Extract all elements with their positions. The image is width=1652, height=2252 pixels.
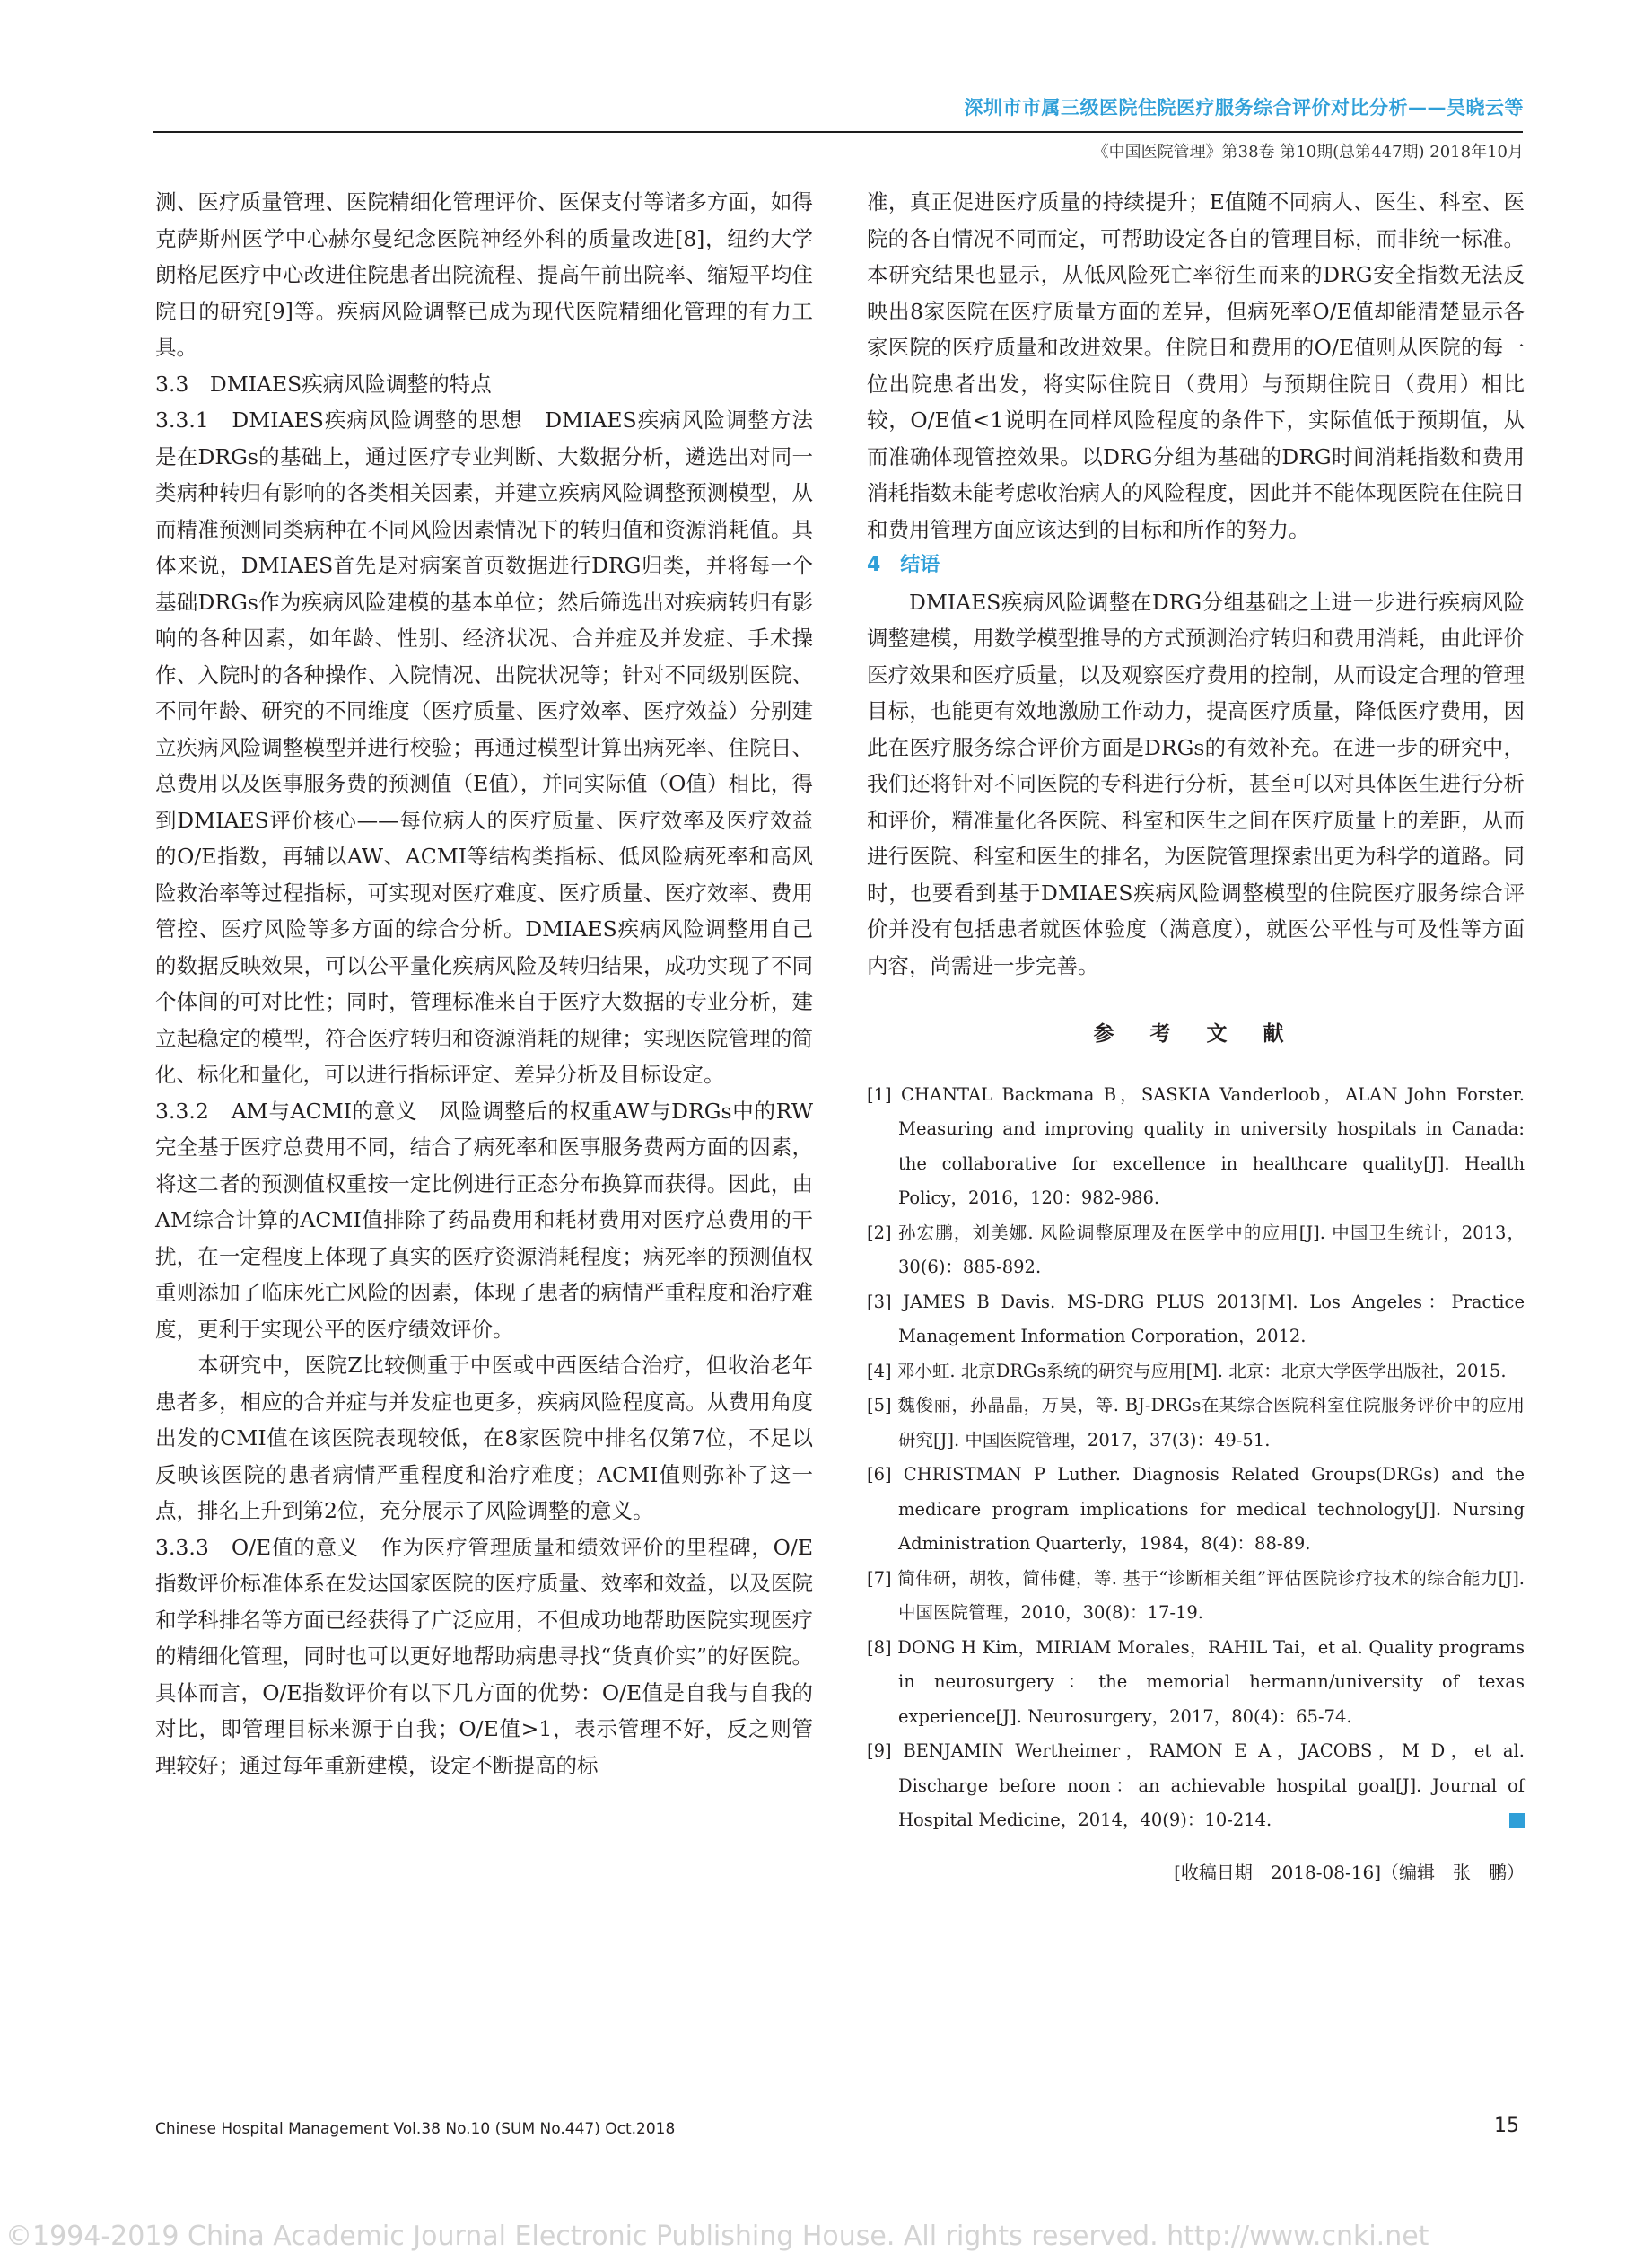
body-paragraph: 3.3.3 O/E值的意义 作为医疗管理质量和绩效评价的里程碑，O/E指数评价标准体系在发达国家医院的医疗质量、效率和效益，以及医院和学科排名等方面已经获得了广泛应用，不但成功地帮助医院实现医疗的精细化管理，同时也可以更好地帮助病患寻找“货真价实”的好医院。具体而言，O/E指数评价有以下几方面的优势：O/E值是自我与自我的对比，即管理目标来源于自我；O/E值>1，表示管理不好，反之则管理较好；通过每年重新建模，设定不断提高的标 [155,1534,813,1778]
body-paragraph: 本研究中，医院Z比较侧重于中医或中西医结合治疗，但收治老年患者多，相应的合并症与并发症也更多，疾病风险程度高。从费用角度出发的CMI值在该医院表现较低，在8家医院中排名仅第7位，不足以反映该医院的患者病情严重程度和治疗难度；ACMI值则弥补了这一点，排名上升到第2位，充分展示了风险调整的意义。 [155,1353,813,1523]
body-paragraph: 3.3.2 AM与ACMI的意义 风险调整后的权重AW与DRGs中的RW完全基于医疗总费用不同，结合了病死率和医事服务费两方面的因素，将这二者的预测值权重按一定比例进行正态分布换算而获得。因此，由AM综合计算的ACMI值排除了药品费用和耗材费用对医疗总费用的干扰，在一定程度上体现了真实的医疗资源消耗程度；病死率的预测值权重则添加了临床死亡风险的因素，体现了患者的病情严重程度和治疗难度，更利于实现公平的医疗绩效评价。 [155,1098,813,1342]
left-column [155,184,813,1783]
running-title: 深圳市市属三级医院住院医疗服务综合评价对比分析——吴晓云等 [964,97,1524,118]
section-heading: 4 结语 [867,554,940,576]
reference-item: [3] JAMES B Davis. MS-DRG PLUS 2013[M]. Los Angeles：Practice Management Information Corporation，2012. [867,1291,1525,1346]
reference-item [867,1734,1525,1838]
received-date-editor: [收稿日期 2018-08-16]（编辑 张 鹏） [1174,1861,1525,1883]
footer-journal-citation: Chinese Hospital Management Vol.38 No.10 (SUM No.447) Oct.2018 [155,2120,676,2138]
conclusion-paragraph: DMIAES疾病风险调整在DRG分组基础之上进一步进行疾病风险调整建模，用数学模型推导的方式预测治疗转归和费用消耗，由此评价医疗效果和医疗质量，以及观察医疗费用的控制，从而设定合理的管理目标，也能更有效地激励工作动力，提高医疗质量，降低医疗费用，因此在医疗服务综合评价方面是DRGs的有效补充。在进一步的研究中，我们还将针对不同医院的专科进行分析，甚至可以对具体医生进行分析和评价，精准量化各医院、科室和医生之间在医疗质量上的差距，从而进行医院、科室和医生的排名，为医院管理探索出更为科学的道路。同时，也要看到基于DMIAES疾病风险调整模型的住院医疗服务综合评价并没有包括患者就医体验度（满意度），就医公平性与可及性等方面内容，尚需进一步完善。 [867,589,1525,978]
body-paragraph: 3.3.1 DMIAES疾病风险调整的思想 DMIAES疾病风险调整方法是在DRGs的基础上，通过医疗专业判断、大数据分析，遴选出对同一类病种转归有影响的各类相关因素，并建立疾病风险调整预测模型，从而精准预测同类病种在不同风险因素情况下的转归值和资源消耗值。具体来说，DMIAES首先是对病案首页数据进行DRG归类，并将每一个基础DRGs作为疾病风险建模的基本单位；然后筛选出对疾病转归有影响的各种因素，如年龄、性别、经济状况、合并症及并发症、手术操作、入院时的各种操作、入院情况、出院状况等；针对不同级别医院、不同年龄、研究的不同维度（医疗质量、医疗效率、医疗效益）分别建立疾病风险调整模型并进行校验；再通过模型计算出病死率、住院日、总费用以及医事服务费的预测值（E值），并同实际值（O值）相比，得到DMIAES评价核心——每位病人的医疗质量、医疗效率及医疗效益的O/E指数，再辅以AW、ACMI等结构类指标、低风险病死率和高风险救治率等过程指标，可实现对医疗难度、医疗质量、医疗效率、费用管控、医疗风险等多方面的综合分析。DMIAES疾病风险调整用自己的数据反映效果，可以公平量化疾病风险及转归结果，成功实现了不同个体间的可对比性；同时，管理标准来自于医疗大数据的专业分析，建立起稳定的模型，符合医疗转归和资源消耗的规律；实现医院管理的简化、标化和量化，可以进行指标评定、差异分析及目标设定。 [155,407,813,1087]
article-end-square-icon [1509,1813,1525,1828]
reference-item: [2] 孙宏鹏，刘美娜. 风险调整原理及在医学中的应用[J]. 中国卫生统计，2013，30(6)：885-892. [867,1222,1525,1277]
header-rule [153,131,1523,133]
page-number: 15 [1494,2115,1519,2137]
reference-item: [4] 邓小虹. 北京DRGs系统的研究与应用[M]. 北京：北京大学医学出版社，2015. [867,1360,1507,1381]
references-title: 参 考 文 献 [1093,1021,1298,1046]
reference-item: [7] 简伟研，胡牧，简伟健，等. 基于“诊断相关组”评估医院诊疗技术的综合能力[J]. 中国医院管理，2010，30(8)：17-19. [867,1567,1525,1623]
reference-item: [8] DONG H Kim，MIRIAM Morales，RAHIL Tai，et al. Quality programs in neurosurgery：the memorial hermann/university of texas experience[J]. Neurosurgery，2017，80(4)：65-74. [867,1636,1525,1727]
reference-text: [9] BENJAMIN Wertheimer，RAMON E A，JACOBS，M D，et al. Discharge before noon：an achievable hospital goal[J]. Journal of Hospital Medicine，2014，40(9)：10-214. [867,1740,1525,1830]
body-paragraph: 测、医疗质量管理、医院精细化管理评价、医保支付等诸多方面，如得克萨斯州医学中心赫尔曼纪念医院神经外科的质量改进[8]，纽约大学朗格尼医疗中心改进住院患者出院流程、提高午前出院率、缩短平均住院日的研究[9]等。疾病风险调整已成为现代医院精细化管理的有力工具。 [155,189,813,360]
subsection-heading: 3.3 DMIAES疾病风险调整的特点 [155,371,492,397]
reference-item: [1] CHANTAL Backmana B，SASKIA Vanderloob，ALAN John Forster. Measuring and improving quality in university hospitals in Canada: the collaborative for excellence in healthcare quality[J]. Health Policy，2016，120：982-986. [867,1083,1525,1208]
copyright-watermark: ©1994-2019 China Academic Journal Electronic Publishing House. All rights reserved. http://www.cnki.net [5,2221,1429,2252]
reference-list [867,1078,1525,1838]
journal-issue-line: 《中国医院管理》第38卷 第10期(总第447期) 2018年10月 [1092,143,1524,162]
reference-item: [6] CHRISTMAN P Luther. Diagnosis Related Groups(DRGs) and the medicare program implications for medical technology[J]. Nursing Administration Quarterly，1984，8(4)：88-89. [867,1464,1525,1554]
reference-item: [5] 魏俊丽，孙晶晶，万昊，等. BJ-DRGs在某综合医院科室住院服务评价中的应用研究[J]. 中国医院管理，2017，37(3)：49-51. [867,1395,1525,1450]
right-column [867,184,1525,1890]
body-paragraph: 准，真正促进医疗质量的持续提升；E值随不同病人、医生、科室、医院的各自情况不同而定，可帮助设定各自的管理目标，而非统一标准。本研究结果也显示，从低风险死亡率衍生而来的DRG安全指数无法反映出8家医院在医疗质量方面的差异，但病死率O/E值却能清楚显示各家医院的医疗质量和改进效果。住院日和费用的O/E值则从医院的每一位出院患者出发，将实际住院日（费用）与预期住院日（费用）相比较，O/E值<1说明在同样风险程度的条件下，实际值低于预期值，从而准确体现管控效果。以DRG分组为基础的DRG时间消耗指数和费用消耗指数未能考虑收治病人的风险程度，因此并不能体现医院在住院日和费用管理方面应该达到的目标和所作的努力。 [867,189,1525,542]
